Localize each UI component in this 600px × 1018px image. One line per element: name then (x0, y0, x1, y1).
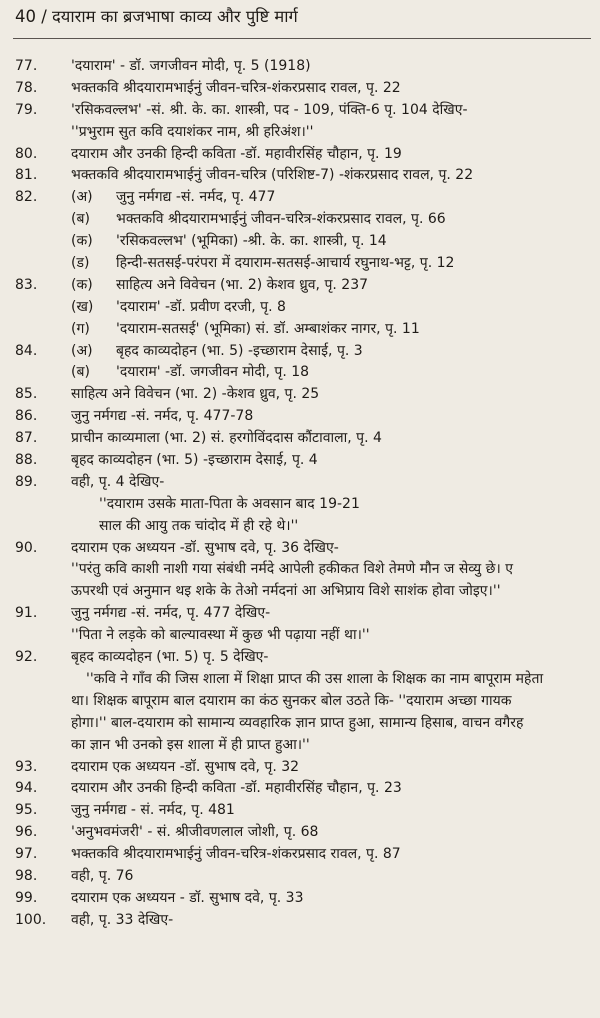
note-line (0, 187, 600, 209)
note-sub-label: (ब) (71, 364, 90, 381)
note-number: 86. (15, 408, 38, 425)
note-text: होगा।'' बाल-दयाराम को सामान्य व्यवहारिक ज्ञान प्राप्त हुआ, सामान्य हिसाब, वाचन वगैरह (71, 714, 524, 731)
note-line (0, 144, 600, 166)
note-line (0, 691, 600, 713)
note-sub-label: (ड) (71, 255, 90, 272)
note-line (0, 231, 600, 253)
note-text: ''दयाराम उसके माता-पिता के अवसान बाद 19-21 (99, 495, 360, 512)
note-line (0, 822, 600, 844)
note-number: 94. (15, 780, 38, 797)
note-text: 'दयाराम' -डॉ. जगजीवन मोदी, पृ. 18 (116, 364, 310, 381)
note-number: 89. (15, 473, 38, 490)
note-text: साल की आयु तक चांदोद में ही रहे थे।'' (99, 517, 299, 534)
note-text: भक्तकवि श्रीदयारामभाईनुं जीवन-चरित्र-शंकरप्रसाद रावल, पृ. 22 (71, 79, 401, 96)
note-line (0, 165, 600, 187)
note-number: 93. (15, 758, 38, 775)
note-text: ''प्रभुराम सुत कवि दयाशंकर नाम, श्री हरिअंश।'' (71, 123, 314, 140)
note-line (0, 647, 600, 669)
note-text: 'रसिकवल्लभ' -सं. श्री. के. का. शास्त्री, पद - 109, पंक्ति-6 पृ. 104 देखिए- (71, 101, 468, 118)
note-text: साहित्य अने विवेचन (भा. 2) केशव ध्रुव, पृ. 237 (116, 276, 369, 293)
note-number: 81. (15, 167, 38, 184)
note-text: ''पिता ने लड़के को बाल्यावस्था में कुछ भी पढ़ाया नहीं था।'' (71, 627, 370, 644)
note-line (0, 888, 600, 910)
note-line (0, 100, 600, 122)
note-line (0, 669, 600, 691)
note-number: 88. (15, 452, 38, 469)
note-line (0, 603, 600, 625)
note-text: प्राचीन काव्यमाला (भा. 2) सं. हरगोविंददास कौंटावाला, पृ. 4 (71, 430, 382, 447)
note-sub-label: (अ) (71, 189, 93, 206)
note-text: ''कवि ने गाँव की जिस शाला में शिक्षा प्राप्त की उस शाला के शिक्षक का नाम बापूराम महेता (86, 670, 544, 687)
note-text: था। शिक्षक बापूराम बाल दयाराम का कंठ सुनकर बोल उठते कि- ''दयाराम अच्छा गायक (71, 692, 512, 709)
note-sub-label: (क) (71, 276, 93, 293)
note-number: 90. (15, 539, 38, 556)
note-text: हिन्दी-सतसई-परंपरा में दयाराम-सतसई-आचार्य रघुनाथ-भट्ट, पृ. 12 (116, 255, 455, 272)
note-text: 'अनुभवमंजरी' - सं. श्रीजीवणलाल जोशी, पृ. 68 (71, 824, 319, 841)
note-text: भक्तकवि श्रीदयारामभाईनुं जीवन-चरित्र-शंकरप्रसाद रावल, पृ. 87 (71, 846, 401, 863)
note-text: साहित्य अने विवेचन (भा. 2) -केशव ध्रुव, पृ. 25 (71, 386, 320, 403)
note-line (0, 319, 600, 341)
note-line (0, 56, 600, 78)
note-number: 82. (15, 189, 38, 206)
note-sub-label: (ब) (71, 211, 90, 228)
note-text: का ज्ञान भी उनको इस शाला में ही प्राप्त हुआ।'' (71, 736, 310, 753)
note-line (0, 209, 600, 231)
note-text: वही, पृ. 76 (71, 867, 134, 884)
note-number: 98. (15, 867, 38, 884)
note-number: 78. (15, 79, 38, 96)
note-text: दयाराम एक अध्ययन -डॉ. सुभाष दवे, पृ. 32 (71, 758, 300, 775)
note-text: दयाराम और उनकी हिन्दी कविता -डॉ. महावीरसिंह चौहान, पृ. 19 (71, 145, 402, 162)
note-sub-label: (ग) (71, 320, 90, 337)
note-line (0, 778, 600, 800)
note-number: 99. (15, 889, 38, 906)
note-line (0, 757, 600, 779)
note-number: 97. (15, 846, 38, 863)
note-text: 'दयाराम' - डॉ. जगजीवन मोदी, पृ. 5 (1918) (71, 58, 311, 74)
note-line (0, 275, 600, 297)
note-text: वही, पृ. 33 देखिए- (71, 911, 174, 928)
note-line (0, 78, 600, 100)
note-line (0, 297, 600, 319)
note-number: 87. (15, 430, 38, 447)
note-line (0, 253, 600, 275)
note-text: 'रसिकवल्लभ' (भूमिका) -श्री. के. का. शास्त्री, पृ. 14 (116, 233, 387, 250)
note-number: 84. (15, 342, 38, 359)
note-line (0, 516, 600, 538)
note-number: 95. (15, 802, 38, 819)
note-text: ''परंतु कवि काशी नाशी गया संबंधी नर्मदे आपेली हकीकत विशे तेमणे मौन ज सेव्यु छे। ए (71, 561, 513, 578)
note-number: 80. (15, 145, 38, 162)
note-text: भक्तकवि श्रीदयारामभाईनुं जीवन-चरित्र (परिशिष्ट-7) -शंकरप्रसाद रावल, पृ. 22 (71, 167, 474, 184)
note-number: 96. (15, 824, 38, 841)
note-number: 100. (15, 911, 47, 928)
note-sub-label: (अ) (71, 342, 93, 359)
note-text: जुनु नर्मगद्य -सं. नर्मद, पृ. 477-78 (71, 408, 254, 425)
note-text: वही, पृ. 4 देखिए- (71, 473, 165, 490)
note-text: जुनु नर्मगद्य -सं. नर्मद, पृ. 477 (116, 189, 276, 206)
header-rule (13, 38, 591, 39)
note-line (0, 428, 600, 450)
note-text: बृहद काव्यदोहन (भा. 5) -इच्छाराम देसाई, पृ. 4 (71, 452, 318, 469)
note-line (0, 800, 600, 822)
note-number: 77. (15, 58, 38, 74)
note-text: जुनु नर्मगद्य -सं. नर्मद, पृ. 477 देखिए- (71, 605, 271, 622)
note-text: दयाराम और उनकी हिन्दी कविता -डॉ. महावीरसिंह चौहान, पृ. 23 (71, 780, 402, 797)
note-number: 85. (15, 386, 38, 403)
note-text: 'दयाराम' -डॉ. प्रवीण दरजी, पृ. 8 (116, 298, 286, 315)
note-number: 83. (15, 276, 38, 293)
note-text: 'दयाराम-सतसई' (भूमिका) सं. डॉ. अम्बाशंकर नागर, पृ. 11 (116, 320, 420, 337)
note-line (0, 559, 600, 581)
note-line (0, 406, 600, 428)
page-header: 40 / दयाराम का ब्रजभाषा काव्य और पुष्टि मार्ग (15, 7, 298, 26)
note-line (0, 625, 600, 647)
note-text: बृहद काव्यदोहन (भा. 5) पृ. 5 देखिए- (71, 649, 269, 666)
note-line (0, 538, 600, 560)
note-line (0, 122, 600, 144)
note-line (0, 341, 600, 363)
note-sub-label: (क) (71, 233, 93, 250)
note-line (0, 735, 600, 757)
note-line (0, 581, 600, 603)
note-line (0, 384, 600, 406)
note-line (0, 713, 600, 735)
footnotes-list (0, 56, 600, 932)
note-number: 91. (15, 605, 38, 622)
note-text: भक्तकवि श्रीदयारामभाईनुं जीवन-चरित्र-शंकरप्रसाद रावल, पृ. 66 (116, 211, 446, 228)
note-text: जुनु नर्मगद्य - सं. नर्मद, पृ. 481 (71, 802, 235, 819)
note-text: दयाराम एक अध्ययन -डॉ. सुभाष दवे, पृ. 36 देखिए- (71, 539, 339, 556)
note-text: दयाराम एक अध्ययन - डॉ. सुभाष दवे, पृ. 33 (71, 889, 304, 906)
note-number: 79. (15, 101, 38, 118)
note-text: बृहद काव्यदोहन (भा. 5) -इच्छाराम देसाई, पृ. 3 (116, 342, 363, 359)
note-sub-label: (ख) (71, 298, 94, 315)
note-line (0, 450, 600, 472)
note-line (0, 844, 600, 866)
note-line (0, 472, 600, 494)
note-text: ऊपरथी एवं अनुमान थइ शके के तेओ नर्मदनां आ अभिप्राय विशे साशंक होवा जोइए।'' (71, 583, 501, 600)
note-line (0, 494, 600, 516)
note-number: 92. (15, 649, 38, 666)
note-line (0, 362, 600, 384)
note-line (0, 866, 600, 888)
note-line (0, 910, 600, 932)
